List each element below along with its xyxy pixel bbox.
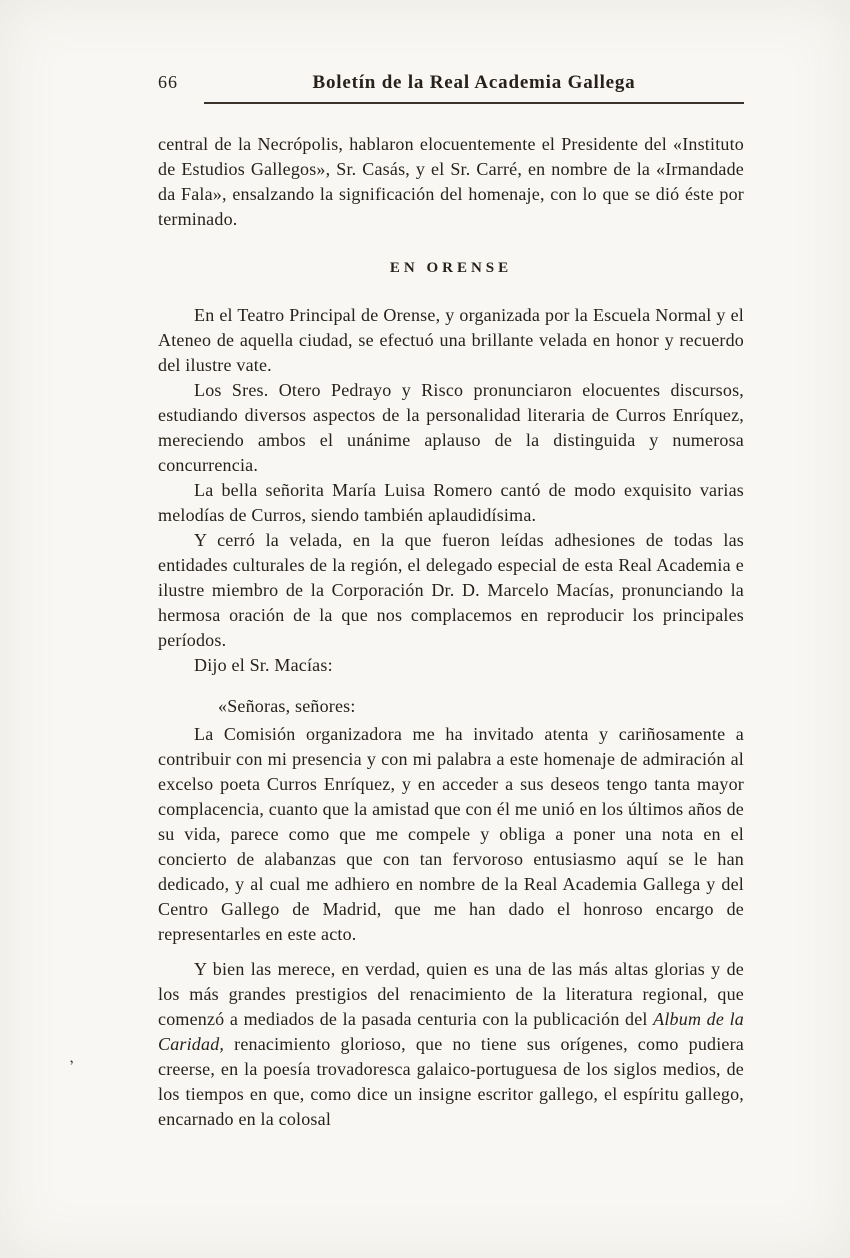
italic-book-title: Album de la Caridad,	[158, 1009, 744, 1054]
page-body	[158, 132, 744, 1132]
speech-opening: «Señoras, señores:	[218, 696, 356, 716]
page-header	[158, 72, 744, 104]
section-heading: EN ORENSE	[389, 260, 513, 276]
page-number: 66	[158, 72, 178, 92]
paragraph: Y cerró la velada, en la que fueron leídas adhesiones de todas las entidades culturales de la región, el delegado especial de esta Real Academia e ilustre miembro de la Corporación Dr. D. Marcelo Macías, pronunciando la hermosa oración de la que nos complacemos en reproducir los principales períodos.	[158, 530, 744, 650]
paragraph: En el Teatro Principal de Orense, y organizada por la Escuela Normal y el Ateneo de aquella ciudad, se efectuó una brillante velada en honor y recuerdo del ilustre vate.	[158, 305, 744, 375]
paragraph: La bella señorita María Luisa Romero cantó de modo exquisito varias melodías de Curros, siendo también aplaudidísima.	[158, 480, 744, 525]
paragraph: Los Sres. Otero Pedrayo y Risco pronunciaron elocuentes discursos, estudiando diversos aspectos de la personalidad literaria de Curros Enríquez, mereciendo ambos el unánime aplauso de la distinguida y numerosa concurrencia.	[158, 380, 744, 475]
paragraph-continuation: central de la Necrópolis, hablaron elocuentemente el Presidente del «Instituto de Estudios Gallegos», Sr. Casás, y el Sr. Carré, en nombre de la «Irmandade da Fala», ensalzando la significación del homenaje, con lo que se dió éste por terminado.	[158, 134, 744, 229]
paragraph-speech: La Comisión organizadora me ha invitado atenta y cariñosamente a contribuir con mi presencia y con mi palabra a este homenaje de admiración al excelso poeta Curros Enríquez, y en acceder a sus deseos tengo tanta mayor complacencia, cuanto que la amistad que con él me unió en los últimos años de su vida, parece como que me compele y obliga a poner una nota en el concierto de alabanzas que con tan fervoroso entusiasmo aquí se le han dedicado, y al cual me adhiero en nombre de la Real Academia Gallega y del Centro Gallego de Madrid, que me han dado el honroso encargo de representarles en este acto.	[158, 724, 744, 944]
journal-title: Boletín de la Real Academia Gallega	[312, 72, 636, 93]
paragraph-text-before: Y bien las merece, en verdad, quien es una de las más altas glorias y de los más grandes prestigios del renacimiento de la literatura regional, que comenzó a mediados de la pasada centuria con la publicación del	[158, 959, 744, 1029]
paragraph-text-after: renacimiento glorioso, que no tiene sus orígenes, como pudiera creerse, en la poesía trovadoresca galaico-portuguesa de los siglos medios, de los tiempos en que, como dice un insigne escritor gallego, el espíritu gallego, encarnado en la colosal	[158, 1034, 744, 1129]
paragraph-dialogue-intro: Dijo el Sr. Macías:	[194, 655, 333, 675]
paragraph-with-italic-title	[158, 957, 744, 1132]
margin-scan-mark: ’	[68, 1057, 77, 1076]
header-rule	[204, 72, 744, 104]
